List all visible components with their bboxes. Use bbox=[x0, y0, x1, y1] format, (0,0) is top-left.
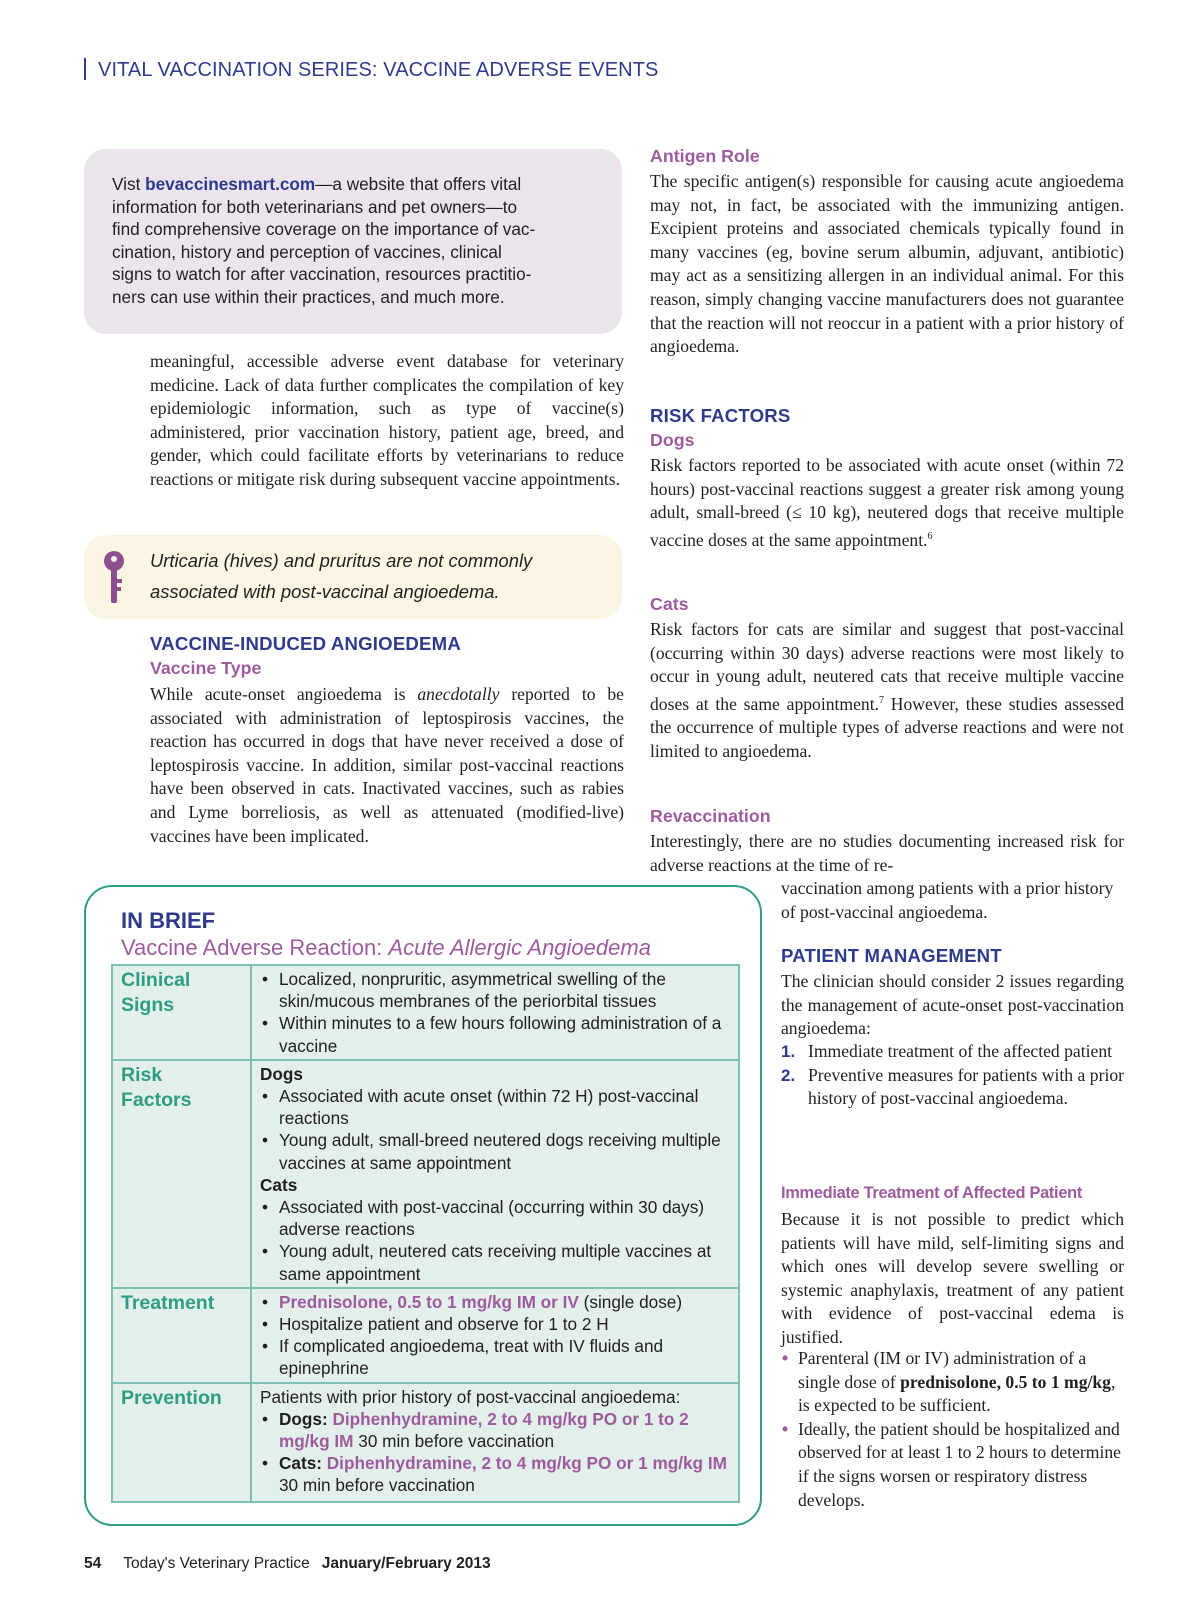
subtitle-text: Vaccine Adverse Reaction: bbox=[121, 935, 389, 960]
row-header-line: Clinical bbox=[121, 969, 191, 991]
row-content bbox=[251, 1383, 739, 1502]
row-header bbox=[112, 1288, 251, 1383]
text-run: While acute-onset angioedema is bbox=[150, 684, 418, 704]
subsection-heading: Dogs bbox=[650, 430, 695, 450]
page-number: 54 bbox=[84, 1555, 102, 1572]
list-item bbox=[781, 1040, 1124, 1064]
table-row bbox=[112, 1383, 739, 1502]
list-item bbox=[781, 1064, 1124, 1111]
row-header bbox=[112, 1383, 251, 1502]
table-bullet bbox=[260, 1452, 730, 1496]
tip-line-1: Urticaria (hives) and pruritus are not commonly bbox=[150, 550, 533, 571]
table-row bbox=[112, 1288, 739, 1383]
body-paragraph bbox=[781, 970, 1124, 1041]
numbered-list bbox=[781, 1040, 1124, 1111]
subsection-heading: Revaccination bbox=[650, 806, 771, 826]
row-header-line: Prevention bbox=[121, 1386, 222, 1409]
body-paragraph-text: vaccination among patients with a prior history of post-vaccinal angioedema. bbox=[781, 878, 1114, 922]
table-subheading: Cats bbox=[260, 1174, 298, 1195]
body-paragraph-text: Interestingly, there are no studies documenting increased risk for adverse reactions at the time of re- bbox=[650, 831, 1124, 875]
drug-text: Diphenhydramine, 2 to 4 mg/kg PO or 1 to 2 mg/kg IM bbox=[279, 1408, 689, 1452]
callout-line-6: ners can use within their practices, and much more. bbox=[112, 286, 505, 307]
page-footer bbox=[84, 1555, 491, 1573]
subsection-heading: Vaccine Type bbox=[150, 658, 262, 678]
bold-text: Cats: bbox=[279, 1453, 322, 1474]
text-run: However, these studies assessed the occurrence of multiple types of adverse reactions and were not limited to angioedema. bbox=[650, 693, 1124, 761]
subtitle-italic-text: Acute Allergic Angioedema bbox=[388, 935, 651, 960]
in-brief-title: IN BRIEF bbox=[121, 908, 216, 933]
table-bullet: • Hospitalize patient and observe for 1 to 2 H bbox=[260, 1313, 730, 1335]
publication-name: Today's Veterinary Practice bbox=[123, 1555, 310, 1572]
table-row bbox=[112, 965, 739, 1060]
tip-text bbox=[150, 545, 600, 607]
table-bullet: • Localized, nonpruritic, asymmetrical swelling of the skin/mucous membranes of the periorbital tissues bbox=[260, 968, 730, 1012]
section-heading: PATIENT MANAGEMENT bbox=[781, 945, 1002, 966]
in-brief-table bbox=[111, 964, 740, 1503]
emphasis-text: anecdotally bbox=[417, 684, 500, 704]
table-bullet: • Within minutes to a few hours following administration of a vaccine bbox=[260, 1012, 730, 1056]
table-bullet: • Young adult, neutered cats receiving multiple vaccines at same appointment bbox=[260, 1240, 730, 1284]
subsection-heading: Immediate Treatment of Affected Patient bbox=[781, 1184, 1083, 1202]
row-header bbox=[112, 1060, 251, 1288]
row-content bbox=[251, 1288, 739, 1383]
body-paragraph bbox=[150, 350, 624, 492]
header-divider bbox=[84, 58, 86, 80]
row-header-line: Factors bbox=[121, 1088, 192, 1111]
callout-prefix: Vist bbox=[112, 174, 146, 194]
list-number: 1. bbox=[781, 1042, 796, 1061]
text-run: 30 min before vaccination bbox=[353, 1431, 555, 1452]
body-paragraph bbox=[781, 877, 1124, 924]
text-run: , is expected to be sufficient. bbox=[798, 1371, 1116, 1416]
body-paragraph bbox=[781, 1208, 1124, 1350]
body-paragraph bbox=[650, 170, 1124, 359]
bullet-list bbox=[781, 1347, 1124, 1512]
subsection-heading: Antigen Role bbox=[650, 146, 760, 166]
callout-line-3: find comprehensive coverage on the importance of vac- bbox=[112, 219, 536, 240]
section-heading: VACCINE-INDUCED ANGIOEDEMA bbox=[150, 633, 461, 654]
table-subheading: Dogs bbox=[260, 1063, 303, 1084]
row-header-line: Signs bbox=[121, 994, 175, 1016]
list-item-text: Preventive measures for patients with a prior history of post-vaccinal angioedema. bbox=[808, 1064, 1124, 1109]
reference-marker: 7 bbox=[878, 694, 884, 706]
header-title: VITAL VACCINATION SERIES: VACCINE ADVERSE EVENTS bbox=[98, 59, 659, 81]
bold-text: prednisolone, 0.5 to 1 mg/kg bbox=[900, 1371, 1111, 1392]
text-run: 30 min before vaccination bbox=[279, 1475, 475, 1496]
reference-marker: 6 bbox=[927, 530, 933, 542]
running-header bbox=[84, 58, 658, 82]
bold-text: Dogs: bbox=[279, 1408, 328, 1429]
subsection-heading: Cats bbox=[650, 594, 689, 614]
callout-line-4: cination, history and perception of vaccines, clinical bbox=[112, 241, 502, 262]
table-bullet: • Associated with acute onset (within 72 H) post-vaccinal reactions bbox=[260, 1085, 730, 1129]
list-item-text: Ideally, the patient should be hospitalized and observed for at least 1 to 2 hours to determine if the signs worsen or respiratory distress develops. bbox=[798, 1418, 1121, 1510]
text-run: Risk factors for cats are similar and suggest that post-vaccinal (occurring within 30 days) adverse reactions were most likely to occur in young adult, neutered cats that receive multiple vaccine doses at the same appointment. bbox=[650, 619, 1124, 714]
list-item bbox=[781, 1347, 1124, 1418]
body-paragraph-text: The specific antigen(s) responsible for causing acute angioedema may not, in fact, be associated with the immunizing antigen. Excipient proteins and associated chemicals typically found in many vaccines (eg, bovine serum albumin, adjuvant, antibiotic) may act as a sensitizing allergen in an individual animal. For this reason, simply changing vaccine manufacturers does not guarantee that the reaction will not reoccur in a patient with a prior history of angioedema. bbox=[650, 171, 1124, 357]
row-header-line: Treatment bbox=[121, 1291, 215, 1314]
website-callout bbox=[84, 149, 622, 334]
table-bullet: • Young adult, small-breed neutered dogs receiving multiple vaccines at same appointment bbox=[260, 1129, 730, 1173]
body-paragraph-text: Because it is not possible to predict which patients will have mild, self-limiting signs and which ones will develop severe swelling or systemic anaphylaxis, treatment of any patient with evidence of post-vaccinal edema is justified. bbox=[781, 1209, 1124, 1347]
table-bullet: • Associated with post-vaccinal (occurring within 30 days) adverse reactions bbox=[260, 1196, 730, 1240]
bullet-icon: • bbox=[782, 1348, 789, 1368]
table-text: Patients with prior history of post-vaccinal angioedema: bbox=[260, 1386, 681, 1407]
list-number: 2. bbox=[781, 1065, 796, 1085]
website-link[interactable]: bevaccinesmart.com bbox=[145, 174, 316, 194]
callout-line-1: —a website that offers vital bbox=[315, 174, 522, 194]
callout-line-2: information for both veterinarians and pet owners—to bbox=[112, 196, 518, 217]
list-item bbox=[781, 1418, 1124, 1512]
table-bullet bbox=[260, 1408, 730, 1452]
text-run: Parenteral (IM or IV) administration of a single dose of bbox=[798, 1348, 1087, 1392]
bullet-icon: • bbox=[782, 1418, 789, 1439]
tip-line-2: associated with post-vaccinal angioedema. bbox=[150, 581, 500, 602]
text-run: (single dose) bbox=[578, 1291, 683, 1312]
row-content bbox=[251, 965, 739, 1060]
key-icon bbox=[100, 549, 128, 607]
body-paragraph bbox=[650, 618, 1124, 763]
in-brief-subtitle bbox=[121, 935, 651, 961]
callout-line-5: signs to watch for after vaccination, resources practitio- bbox=[112, 264, 532, 285]
drug-text: Diphenhydramine, 2 to 4 mg/kg PO or 1 mg/kg IM bbox=[326, 1453, 727, 1474]
text-run: reported to be associated with administration of leptospirosis vaccines, the reaction has occurred in dogs that have never received a dose of leptospirosis vaccine. In addition, similar post-vaccinal reactions have been observed in cats. Inactivated vaccines, such as rabies and Lyme borreliosis, as well as attenuated (modified-live) vaccines have been implicated. bbox=[150, 684, 624, 846]
table-bullet bbox=[260, 1291, 730, 1313]
body-paragraph-text: The clinician should consider 2 issues regarding the management of acute-onset post-vaccination angioedema: bbox=[781, 971, 1124, 1039]
list-item-text: Immediate treatment of the affected patient bbox=[808, 1041, 1112, 1061]
row-header bbox=[112, 965, 251, 1060]
body-paragraph-text: meaningful, accessible adverse event database for veterinary medicine. Lack of data further complicates the compilation of key epidemiologic information, such as type of vaccine(s) administered, prior vaccination history, patient age, breed, and gender, which could facilitate efforts by veterinarians to reduce reactions or mitigate risk during subsequent vaccine appointments. bbox=[150, 351, 624, 489]
body-paragraph bbox=[650, 830, 1124, 877]
text-run: Risk factors reported to be associated with acute onset (within 72 hours) post-vaccinal reactions suggest a greater risk among young adult, small-breed (≤ 10 kg), neutered dogs that receive multiple vaccine doses at the same appointment. bbox=[650, 455, 1124, 550]
row-content bbox=[251, 1060, 739, 1288]
section-heading: RISK FACTORS bbox=[650, 405, 791, 426]
table-bullet: • If complicated angioedema, treat with IV fluids and epinephrine bbox=[260, 1335, 730, 1379]
body-paragraph bbox=[650, 454, 1124, 552]
issue-date: January/February 2013 bbox=[321, 1555, 491, 1572]
drug-text: Prednisolone, 0.5 to 1 mg/kg IM or IV bbox=[279, 1291, 579, 1312]
table-row bbox=[112, 1060, 739, 1288]
row-header-line: Risk bbox=[121, 1063, 163, 1086]
body-paragraph bbox=[150, 683, 624, 848]
